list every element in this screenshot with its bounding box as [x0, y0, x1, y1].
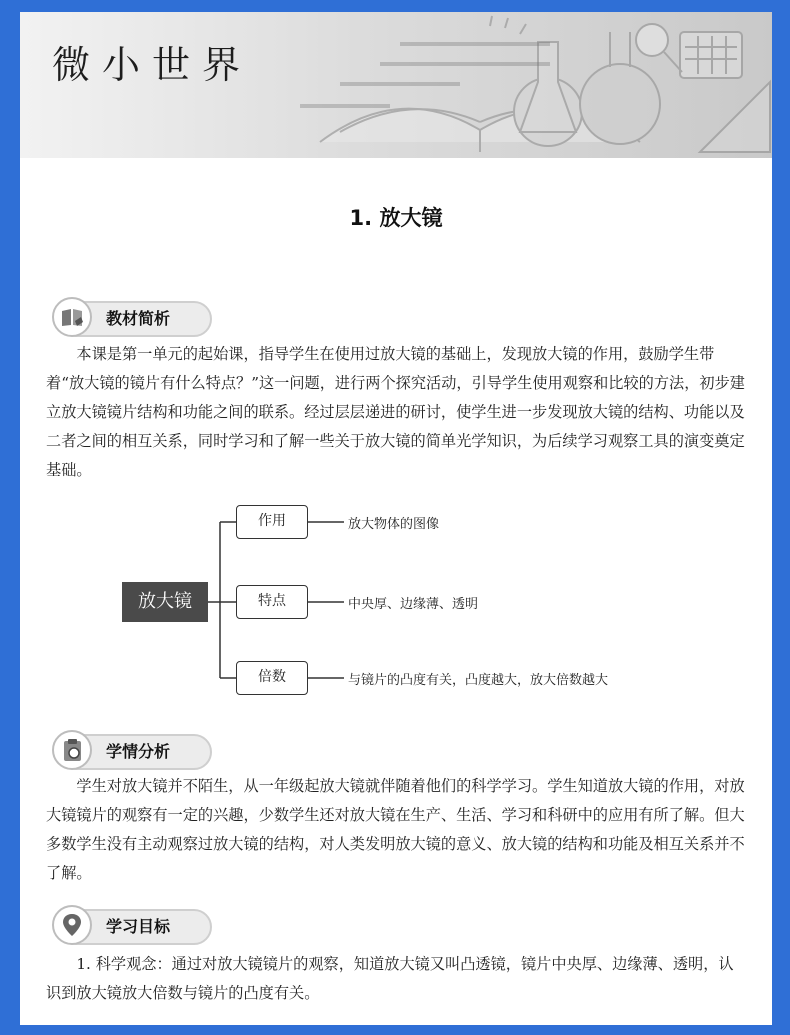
chapter-banner [20, 12, 772, 158]
document-page [20, 12, 772, 1025]
mindmap-node-feature: 特点 [236, 585, 308, 619]
mindmap-root: 放大镜 [122, 582, 208, 622]
mindmap-leaf-magnification: 与镜片的凸度有关，凸度越大，放大倍数越大 [348, 673, 609, 688]
analysis-paragraph: 学生对放大镜并不陌生，从一年级起放大镜就伴随着他们的科学学习。学生知道放大镜的作用，对放大镜镜片的观察有一定的兴趣，少数学生还对放大镜在生产、生活、学习和科研中的应用有所了解。但大多数学生没有主动观察过放大镜的结构，对人类发明放大镜的意义、放大镜的结构和功能及相互关系并不了解。 [46, 777, 745, 882]
chapter-title: 微小世界 [52, 43, 253, 87]
mindmap-leaf-function: 放大物体的图像 [348, 517, 440, 532]
mindmap-node-magnification: 倍数 [236, 661, 308, 695]
clipboard-icon [52, 730, 92, 770]
section-label: 学情分析 [106, 742, 171, 761]
science-illustration-icon [280, 12, 772, 158]
analysis-paragraph-block [46, 772, 746, 888]
location-pin-icon [52, 905, 92, 945]
mindmap-node-function: 作用 [236, 505, 308, 539]
mindmap [20, 492, 772, 717]
textbook-paragraph: 本课是第一单元的起始课，指导学生在使用过放大镜的基础上，发现放大镜的作用，鼓励学生带着“放大镜的镜片有什么特点？”这一问题，进行两个探究活动，引导学生使用观察和比较的方法，初步建立放大镜镜片结构和功能之间的联系。经过层层递进的研讨，使学生进一步发现放大镜的结构、功能以及二者之间的相互关系，同时学习和了解一些关于放大镜的简单光学知识，为后续学习观察工具的演变奠定基础。 [46, 345, 745, 479]
goals-paragraph: 1. 科学观念：通过对放大镜镜片的观察，知道放大镜又叫凸透镜，镜片中央厚、边缘薄、透明，认识到放大镜放大倍数与镜片的凸度有关。 [46, 955, 734, 1002]
section-label: 学习目标 [106, 917, 171, 936]
goals-paragraph-block [46, 950, 746, 1008]
textbook-paragraph-block [46, 340, 746, 485]
section-label: 教材简析 [106, 309, 171, 328]
mindmap-leaf-feature: 中央厚、边缘薄、透明 [348, 597, 479, 612]
book-hand-icon [52, 297, 92, 337]
lesson-title: 1. 放大镜 [349, 206, 443, 230]
